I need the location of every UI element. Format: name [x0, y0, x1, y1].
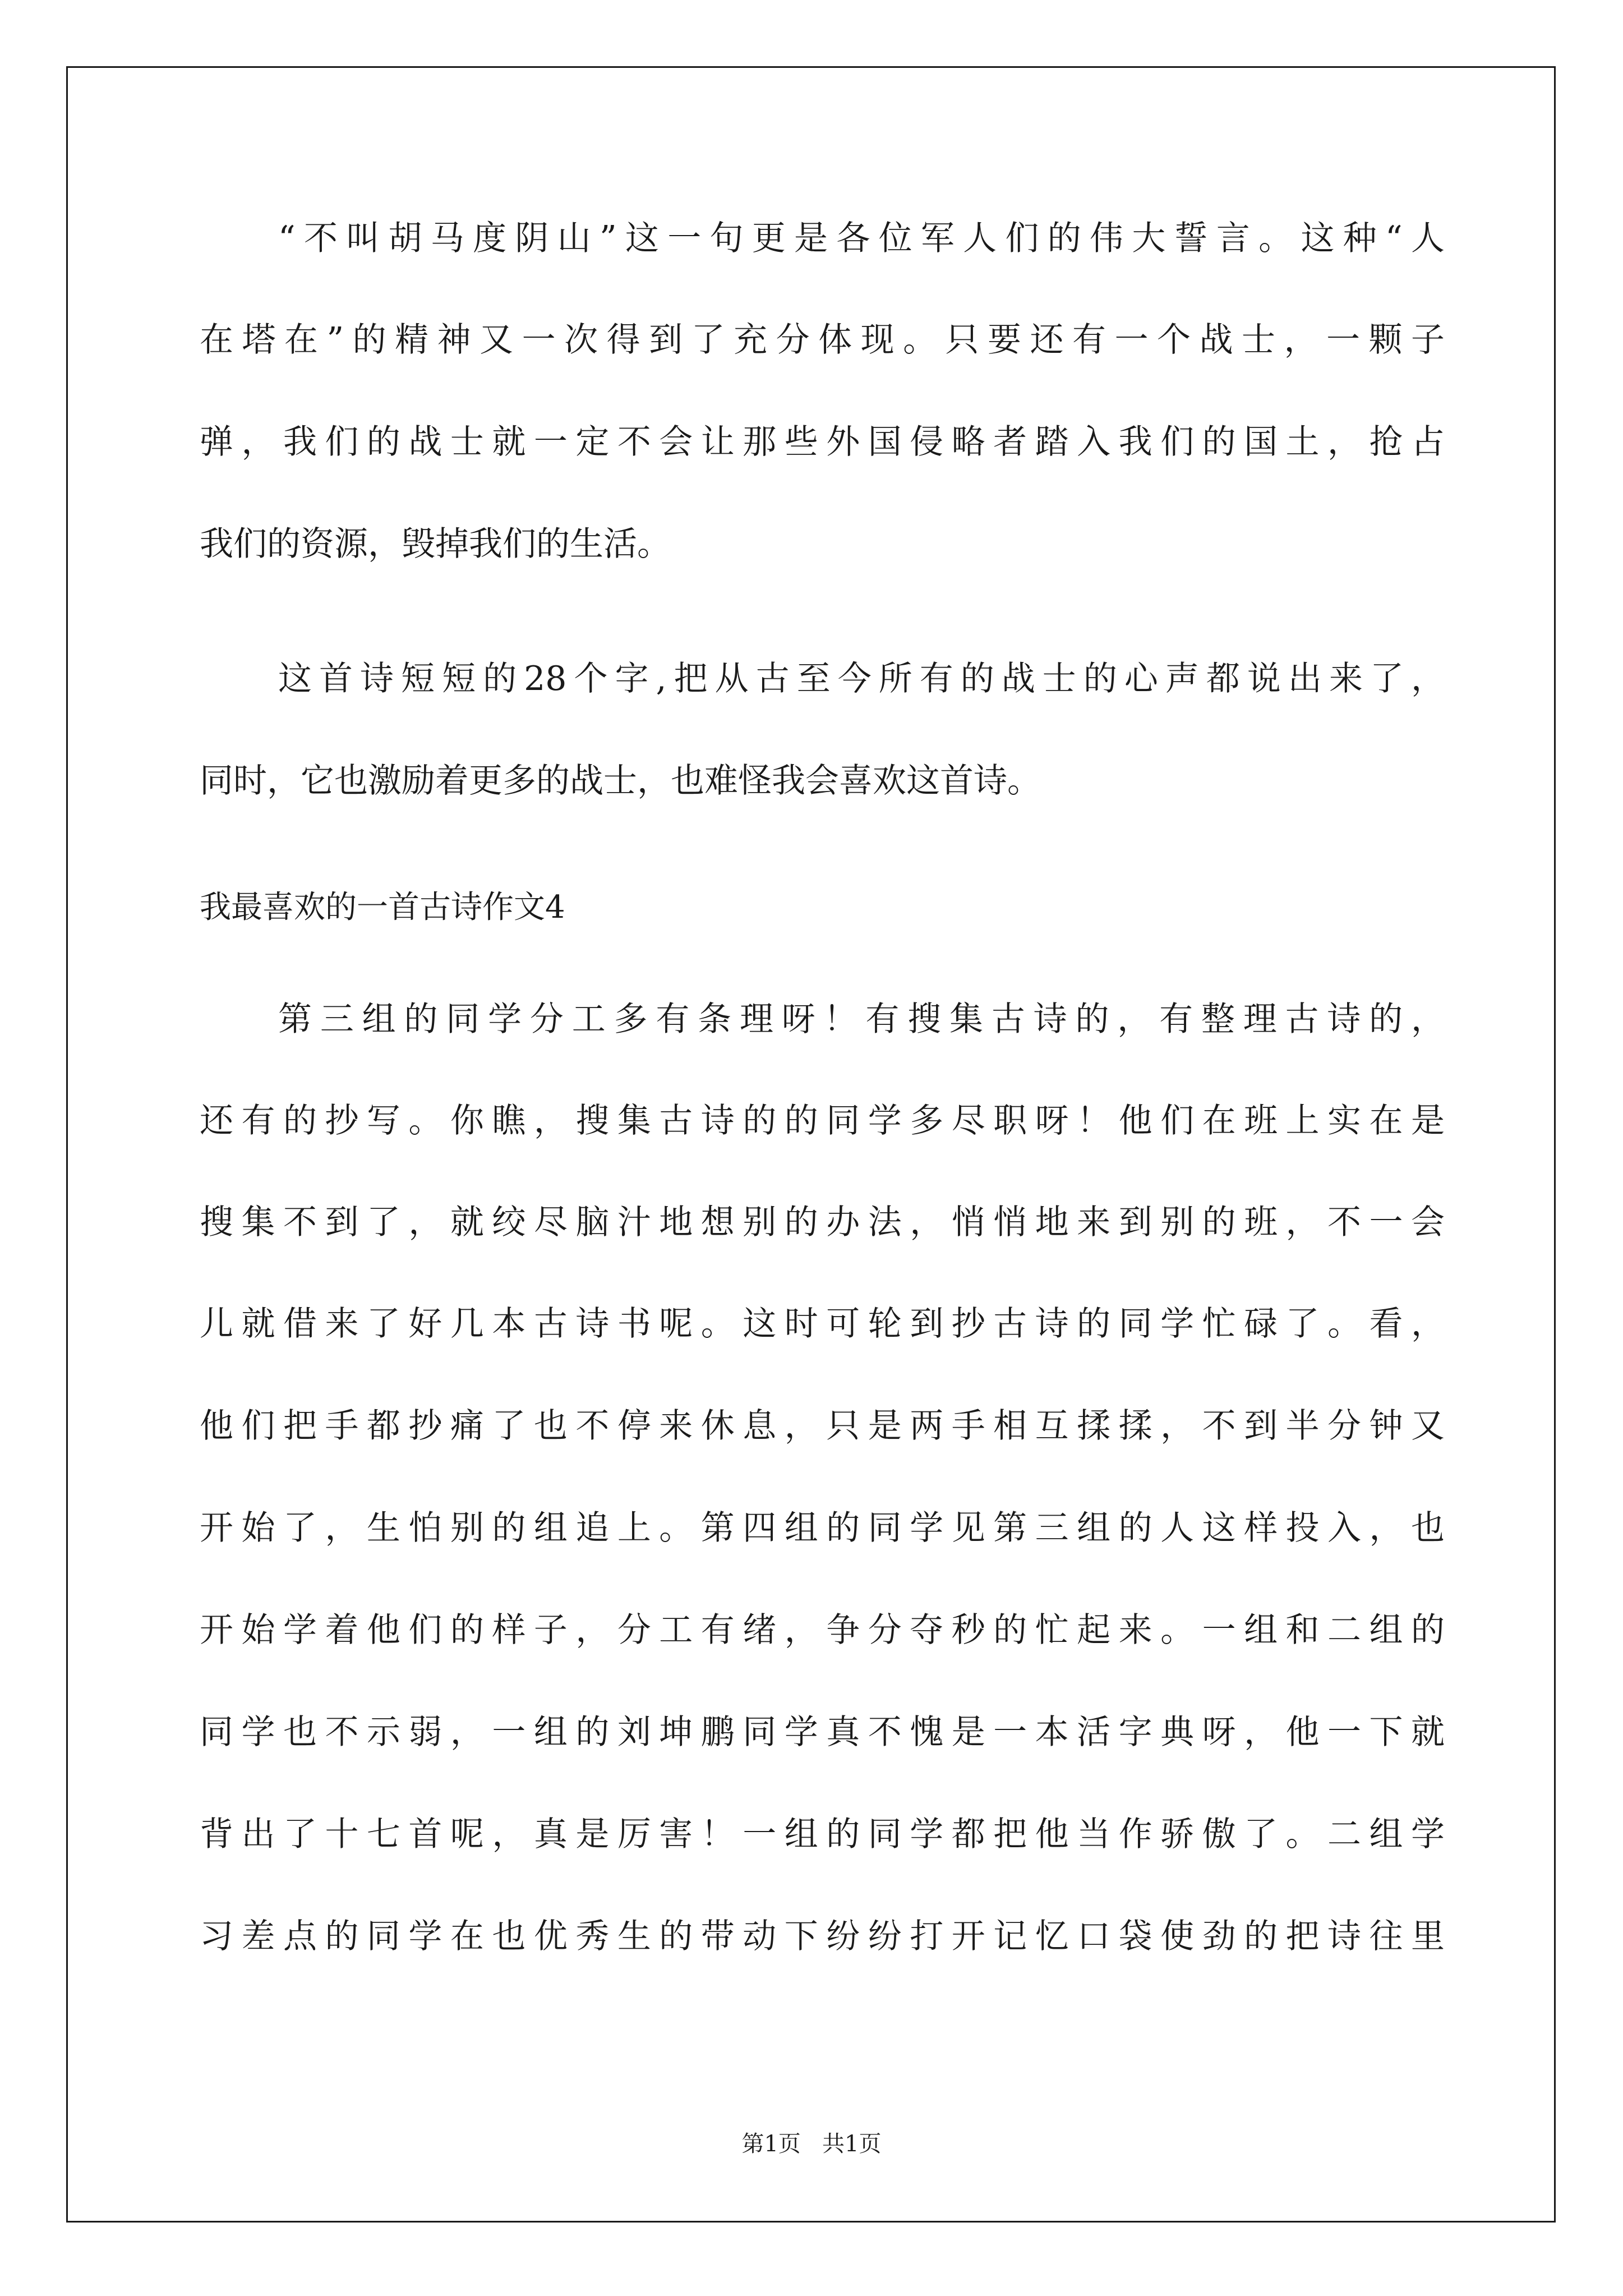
paragraph-3-line-2: 还有的抄写。你瞧，搜集古诗的的同学多尽职呀！他们在班上实在是	[200, 1101, 1445, 1140]
paragraph-3-line-9: 背出了十七首呢，真是厉害！一组的同学都把他当作骄傲了。二组学	[200, 1815, 1445, 1854]
paragraph-3-line-1: 第三组的同学分工多有条理呀！有搜集古诗的，有整理古诗的，	[278, 1000, 1445, 1039]
paragraph-1-line-1: “不叫胡马度阴山”这一句更是各位军人们的伟大誓言。这种“人	[278, 219, 1445, 258]
page-border	[66, 66, 1556, 2223]
paragraph-3-line-5: 他们把手都抄痛了也不停来休息，只是两手相互揉揉，不到半分钟又	[200, 1406, 1445, 1446]
paragraph-2-line-2: 同时，它也激励着更多的战士，也难怪我会喜欢这首诗。	[200, 761, 1041, 800]
paragraph-1-line-3: 弹，我们的战士就一定不会让那些外国侵略者踏入我们的国土，抢占	[200, 422, 1445, 462]
paragraph-3-line-6: 开始了，生怕别的组追上。第四组的同学见第三组的人这样投入，也	[200, 1508, 1445, 1548]
page-number-footer: 第1页 共1页	[741, 2131, 882, 2157]
paragraph-3-line-3: 搜集不到了，就绞尽脑汁地想别的办法，悄悄地来到别的班，不一会	[200, 1203, 1445, 1242]
paragraph-3-line-7: 开始学着他们的样子，分工有绪，争分夺秒的忙起来。一组和二组的	[200, 1611, 1445, 1650]
section-heading: 我最喜欢的一首古诗作文4	[200, 889, 565, 926]
paragraph-3-line-8: 同学也不示弱，一组的刘坤鹏同学真不愧是一本活字典呀，他一下就	[200, 1713, 1445, 1752]
paragraph-1-line-4: 我们的资源，毁掉我们的生活。	[200, 524, 671, 564]
paragraph-2-line-1: 这首诗短短的28个字,把从古至今所有的战士的心声都说出来了，	[278, 659, 1445, 698]
paragraph-3-line-10: 习差点的同学在也优秀生的带动下纷纷打开记忆口袋使劲的把诗往里	[200, 1917, 1445, 1956]
paragraph-1-line-2: 在塔在”的精神又一次得到了充分体现。只要还有一个战士，一颗子	[200, 320, 1445, 360]
paragraph-3-line-4: 儿就借来了好几本古诗书呢。这时可轮到抄古诗的同学忙碌了。看，	[200, 1304, 1445, 1343]
